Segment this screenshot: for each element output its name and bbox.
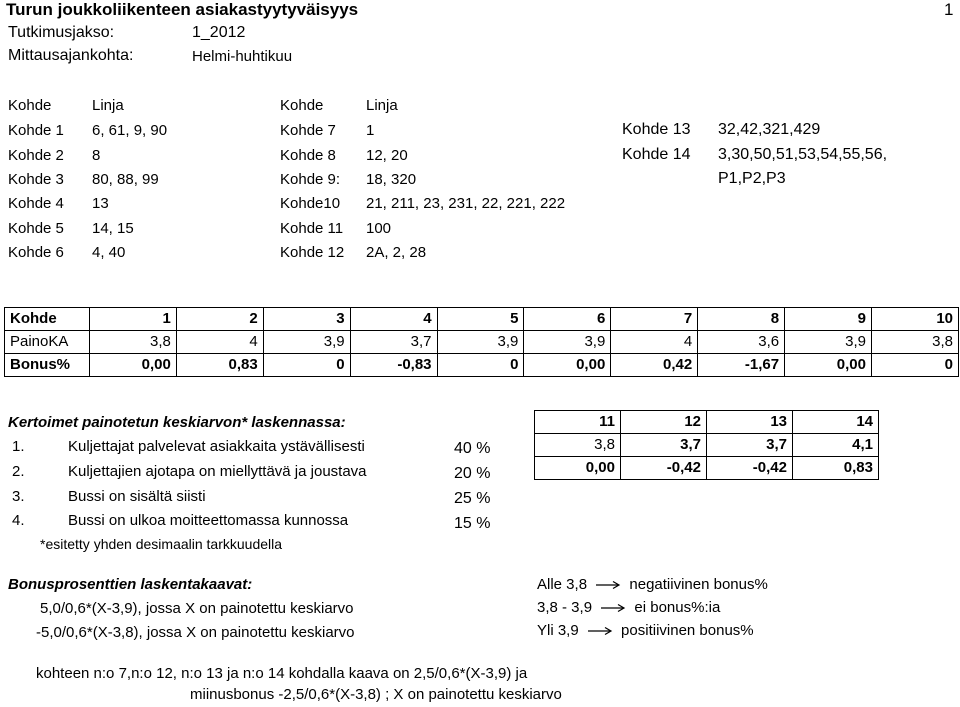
- table-cell: 3,6: [698, 331, 785, 354]
- table-cell: -0,42: [621, 457, 707, 480]
- main-table-header-label: Kohde: [5, 308, 90, 331]
- table-cell: 3,9: [263, 331, 350, 354]
- table-cell: 3,7: [707, 434, 793, 457]
- target-name: Kohde 13: [622, 121, 691, 138]
- coefficient-number: 1.: [12, 438, 25, 455]
- table-cell: -0,42: [707, 457, 793, 480]
- table-cell: 0,42: [611, 354, 698, 377]
- table-cell: 0: [437, 354, 524, 377]
- target-lines: 4, 40: [92, 244, 126, 261]
- coefficient-weight: 25 %: [454, 490, 491, 507]
- range-left: Yli 3,9: [537, 622, 579, 639]
- small-table-col-header: 11: [535, 411, 621, 434]
- target-lines: 13: [92, 195, 109, 212]
- coefficient-number: 4.: [12, 512, 25, 529]
- table-row: [535, 457, 879, 480]
- table-row: [5, 331, 959, 354]
- formula-line: 5,0/0,6*(X-3,9), jossa X on painotettu keskiarvo: [40, 600, 354, 617]
- table-cell: 3,8: [871, 331, 958, 354]
- main-table-col-header: 5: [437, 308, 524, 331]
- range-item: [537, 622, 754, 639]
- main-table-col-header: 4: [350, 308, 437, 331]
- coefficients-footnote: *esitetty yhden desimaalin tarkkuudella: [40, 536, 283, 552]
- target-lines: 21, 211, 23, 231, 22, 221, 222: [366, 195, 566, 212]
- right-arrow-icon: [595, 580, 621, 590]
- table-cell: 3,9: [437, 331, 524, 354]
- table-cell: -0,83: [350, 354, 437, 377]
- table-cell: 0,00: [535, 457, 621, 480]
- target-lines: 8: [92, 147, 101, 164]
- table-row: [5, 354, 959, 377]
- table-cell: -1,67: [698, 354, 785, 377]
- table-cell: 0,00: [785, 354, 872, 377]
- main-table-col-header: 9: [785, 308, 872, 331]
- range-item: [537, 576, 768, 593]
- target-name: Kohde 9:: [280, 171, 341, 188]
- target-name: Kohde 12: [280, 244, 345, 261]
- small-table-col-header: 13: [707, 411, 793, 434]
- range-right: negatiivinen bonus%: [629, 576, 768, 593]
- note-line: miinusbonus -2,5/0,6*(X-3,8) ; X on painotettu keskiarvo: [190, 686, 562, 703]
- target-name: Kohde 2: [8, 147, 64, 164]
- target-lines: 1: [366, 122, 375, 139]
- target-name: Kohde 4: [8, 195, 64, 212]
- small-table: [534, 410, 879, 480]
- main-table-col-header: 8: [698, 308, 785, 331]
- target-lines: 12, 20: [366, 147, 408, 164]
- target-name: Kohde 8: [280, 147, 336, 164]
- coefficient-text: Kuljettajat palvelevat asiakkaita ystävällisesti: [68, 438, 365, 455]
- main-table-header-row: [5, 308, 959, 331]
- small-table-header-row: [535, 411, 879, 434]
- target-name: Kohde 6: [8, 244, 64, 261]
- target-lines: 2A, 2, 28: [366, 244, 427, 261]
- target-name: Kohde 7: [280, 122, 336, 139]
- main-table-col-header: 6: [524, 308, 611, 331]
- range-right: ei bonus%:ia: [634, 599, 721, 616]
- period-label: Tutkimusjakso:: [8, 24, 115, 41]
- small-table-col-header: 14: [793, 411, 879, 434]
- small-table-col-header: 12: [621, 411, 707, 434]
- target-lines: 80, 88, 99: [92, 171, 159, 188]
- coefficient-number: 3.: [12, 488, 25, 505]
- coefficient-weight: 40 %: [454, 440, 491, 457]
- range-item: [537, 599, 720, 616]
- target-name: Kohde 11: [280, 220, 344, 237]
- target-header-kohde-left: Kohde: [8, 97, 52, 114]
- table-cell: 3,7: [621, 434, 707, 457]
- target-lines: 6, 61, 9, 90: [92, 122, 168, 139]
- table-cell: 3,7: [350, 331, 437, 354]
- table-cell: 0,00: [89, 354, 176, 377]
- range-left: 3,8 - 3,9: [537, 599, 593, 616]
- target-name: Kohde 5: [8, 220, 64, 237]
- formula-line: -5,0/0,6*(X-3,8), jossa X on painotettu keskiarvo: [36, 624, 355, 641]
- row-label: PainoKA: [5, 331, 90, 354]
- table-cell: 3,9: [524, 331, 611, 354]
- right-arrow-icon: [587, 626, 613, 636]
- table-cell: 4,1: [793, 434, 879, 457]
- target-header-linja-mid: Linja: [366, 97, 398, 114]
- note-line: kohteen n:o 7,n:o 12, n:o 13 ja n:o 14 kohdalla kaava on 2,5/0,6*(X-3,9) ja: [36, 665, 528, 682]
- period-value: 1_2012: [192, 24, 246, 41]
- target-lines: 18, 320: [366, 171, 417, 188]
- coefficient-number: 2.: [12, 463, 25, 480]
- coefficient-text: Kuljettajien ajotapa on miellyttävä ja joustava: [68, 463, 367, 480]
- page-title: Turun joukkoliikenteen asiakastyytyväisyys: [6, 0, 359, 19]
- formulas-heading: Bonusprosenttien laskentakaavat:: [8, 576, 253, 593]
- coefficients-heading: Kertoimet painotetun keskiarvon* laskennassa:: [8, 414, 346, 431]
- main-table-col-header: 10: [871, 308, 958, 331]
- target-header-linja-left: Linja: [92, 97, 124, 114]
- table-cell: 0: [871, 354, 958, 377]
- table-cell: 0,00: [524, 354, 611, 377]
- target-lines: 100: [366, 220, 392, 237]
- target-lines: 3,30,50,51,53,54,55,56,: [718, 146, 888, 163]
- table-cell: 0: [263, 354, 350, 377]
- range-left: Alle 3,8: [537, 576, 588, 593]
- measure-label: Mittausajankohta:: [8, 47, 134, 64]
- target-lines: 14, 15: [92, 220, 134, 237]
- table-cell: 0,83: [176, 354, 263, 377]
- target-lines-continued: P1,P2,P3: [718, 170, 786, 187]
- range-right: positiivinen bonus%: [621, 622, 754, 639]
- table-cell: 3,9: [785, 331, 872, 354]
- main-table: [4, 307, 959, 377]
- target-name: Kohde 3: [8, 171, 64, 188]
- main-table-col-header: 1: [89, 308, 176, 331]
- table-cell: 3,8: [89, 331, 176, 354]
- table-row: [535, 434, 879, 457]
- target-name: Kohde 14: [622, 146, 691, 163]
- coefficient-weight: 20 %: [454, 465, 491, 482]
- coefficient-text: Bussi on sisältä siisti: [68, 488, 206, 505]
- target-name: Kohde10: [280, 195, 341, 212]
- main-table-col-header: 2: [176, 308, 263, 331]
- page-number: 1: [944, 0, 954, 19]
- right-arrow-icon: [600, 603, 626, 613]
- main-table-col-header: 3: [263, 308, 350, 331]
- target-header-kohde-mid: Kohde: [280, 97, 324, 114]
- row-label: Bonus%: [5, 354, 90, 377]
- table-cell: 3,8: [535, 434, 621, 457]
- coefficient-text: Bussi on ulkoa moitteettomassa kunnossa: [68, 512, 349, 529]
- table-cell: 4: [611, 331, 698, 354]
- table-cell: 0,83: [793, 457, 879, 480]
- target-name: Kohde 1: [8, 122, 64, 139]
- coefficient-weight: 15 %: [454, 515, 491, 532]
- main-table-col-header: 7: [611, 308, 698, 331]
- measure-value: Helmi-huhtikuu: [192, 48, 293, 65]
- target-lines: 32,42,321,429: [718, 121, 821, 138]
- table-cell: 4: [176, 331, 263, 354]
